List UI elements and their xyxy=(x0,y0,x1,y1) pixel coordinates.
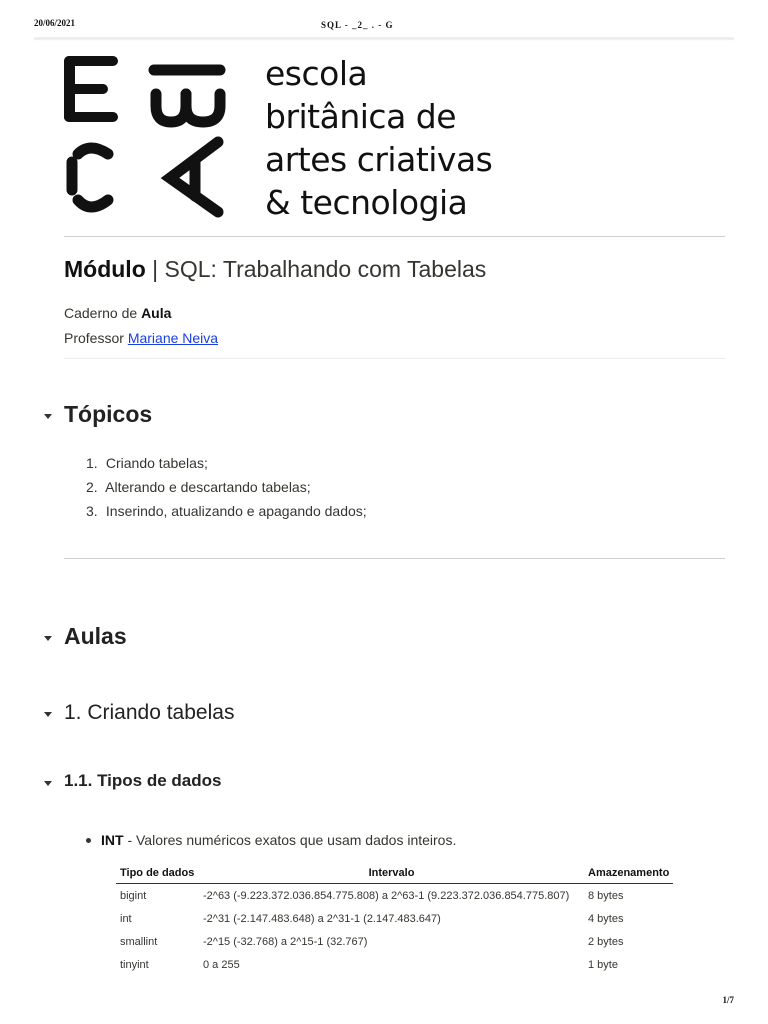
table-cell: 1 byte xyxy=(588,958,618,971)
table-cell: smallint xyxy=(120,935,158,948)
int-term: INT xyxy=(101,832,124,848)
print-doc-title: SQL - _2_ . - G xyxy=(321,20,394,30)
list-number: 2. xyxy=(86,479,98,495)
column-header: Tipo de dados xyxy=(116,862,199,884)
int-bullet xyxy=(86,832,456,848)
section-heading: 1. Criando tabelas xyxy=(64,701,235,724)
brand-line: escola xyxy=(265,54,368,93)
table-row xyxy=(116,907,673,930)
bullet-dot-icon xyxy=(86,838,91,843)
table-cell: 8 bytes xyxy=(588,889,624,902)
list-item-text: Inserindo, atualizando e apagando dados; xyxy=(105,503,367,519)
table-cell: -2^31 (-2.147.483.648) a 2^31-1 (2.147.483.647) xyxy=(203,912,441,925)
list-number: 1. xyxy=(86,455,98,471)
professor-line xyxy=(64,330,218,346)
topics-list xyxy=(86,451,367,523)
table-cell: 0 a 255 xyxy=(203,958,240,971)
table-cell: -2^15 (-32.768) a 2^15-1 (32.767) xyxy=(203,935,368,948)
notebook-prefix: Caderno de xyxy=(64,305,142,321)
table-row xyxy=(116,953,673,976)
subsection-heading: 1.1. Tipos de dados xyxy=(64,771,222,790)
title-separator: | xyxy=(145,256,165,282)
brand-wordmark xyxy=(265,52,492,224)
list-item xyxy=(86,451,367,475)
table-cell: int xyxy=(120,912,132,925)
page-title xyxy=(64,256,486,283)
toggle-section1-1-icon[interactable] xyxy=(44,781,52,786)
meta-divider xyxy=(64,358,725,359)
int-types-table xyxy=(116,862,673,976)
module-title-text: SQL: Trabalhando com Tabelas xyxy=(164,256,487,282)
table-row xyxy=(116,884,673,908)
table-cell: 2 bytes xyxy=(588,935,624,948)
table-cell: tinyint xyxy=(120,958,149,971)
int-description: - Valores numéricos exatos que usam dados inteiros. xyxy=(123,832,457,848)
header-divider xyxy=(34,37,734,39)
list-item xyxy=(86,499,367,523)
toggle-section1-icon[interactable] xyxy=(44,712,52,717)
topics-heading: Tópicos xyxy=(64,401,153,427)
logo-divider xyxy=(64,236,725,237)
page-number: 1/7 xyxy=(722,995,734,1005)
column-header: Amazenamento xyxy=(584,862,673,884)
table-row xyxy=(116,930,673,953)
professor-prefix: Professor xyxy=(64,330,128,346)
notebook-type-line xyxy=(64,305,171,321)
list-item-text: Criando tabelas; xyxy=(105,455,208,471)
aulas-heading: Aulas xyxy=(64,623,127,649)
notebook-type: Aula xyxy=(141,305,172,321)
table-cell: 4 bytes xyxy=(588,912,624,925)
professor-link[interactable]: Mariane Neiva xyxy=(127,330,219,346)
brand-line: & tecnologia xyxy=(265,183,468,222)
ebac-logo-mark xyxy=(60,50,235,225)
list-number: 3. xyxy=(86,503,98,519)
module-label: Módulo xyxy=(64,256,146,282)
print-date: 20/06/2021 xyxy=(34,18,76,28)
table-cell: -2^63 (-9.223.372.036.854.775.808) a 2^63-1 (9.223.372.036.854.775.807) xyxy=(203,889,570,902)
print-header xyxy=(34,18,734,32)
list-item-text: Alterando e descartando tabelas; xyxy=(105,479,311,495)
column-header: Intervalo xyxy=(199,862,584,884)
table-cell: bigint xyxy=(120,889,147,902)
toggle-aulas-icon[interactable] xyxy=(44,636,52,641)
list-item xyxy=(86,475,367,499)
table-header-row xyxy=(116,862,673,884)
topics-divider xyxy=(64,558,725,559)
toggle-topics-icon[interactable] xyxy=(44,414,52,419)
brand-line: britânica de xyxy=(265,97,457,136)
brand-line: artes criativas xyxy=(265,140,493,179)
